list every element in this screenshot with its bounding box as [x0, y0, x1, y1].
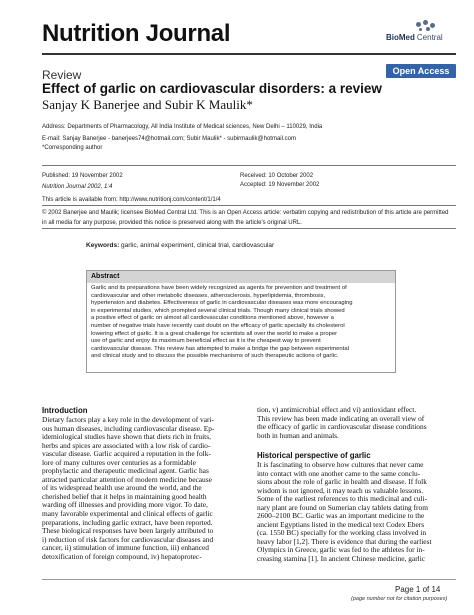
text-line: prophylactic and therapeutic medicinal agent. Garlic has [42, 467, 209, 476]
text-line: Dietary factors play a key role in the development of vari- [42, 416, 214, 424]
article-title: Effect of garlic on cardiovascular disorders: a review [42, 81, 382, 96]
keywords [86, 242, 274, 249]
published-date: Published: 19 November 2002 [42, 173, 123, 179]
abstract-line: a positive effect of garlic on almost all cardiovascular conditions mentioned above, however a [91, 315, 334, 322]
text-line: This review has been made indicating an overall view of [257, 414, 425, 423]
text-line: many favorable experimental and clinical effects of garlic [42, 510, 213, 519]
logo-dot-icon [423, 20, 428, 25]
text-line: detoxification of foreign compound, iv) hepatoprotec- [42, 552, 202, 561]
logo-dot-icon [419, 28, 422, 31]
footer-rule [42, 579, 456, 580]
article-type-label: Review [42, 68, 82, 82]
text-line: ancient Egyptians listed in the medical text Codex Ebers [257, 520, 425, 529]
text-line: the efficacy of garlic in cardiovascular disease conditions [257, 423, 427, 432]
text-line: both in human and animals. [257, 431, 339, 440]
text-line: idemiological studies have shown that diets rich in fruits, [42, 433, 211, 442]
introduction-text [42, 416, 242, 561]
text-line: (ca. 1550 BC) specially for the working class involved in [257, 529, 427, 538]
abstract-line: cardiovascular disease. This review has attempted to make a bridge the gap between experimental [91, 345, 349, 352]
abstract-line: and clinical study and to discuss the possible mechanisms of such therapeutic actions of garlic. [91, 353, 339, 360]
text-line: nary plant are found on Sumerian clay tablets dating from [257, 503, 428, 512]
introduction-heading: Introduction [42, 406, 88, 415]
biomed-central-logo [386, 20, 456, 46]
article-url[interactable]: This article is available from: http://www.nutritionj.com/content/1/1/4 [42, 197, 221, 203]
received-date: Received: 10 October 2002 [240, 173, 314, 179]
text-line: vascular disease. Garlic acquired a reputation in the folk- [42, 450, 211, 459]
text-line: heavy labor [1,2]. There is evidence that during the earliest [257, 537, 432, 546]
logo-text: BioMed Central [386, 33, 443, 42]
text-line: warding off illnesses and providing more vigor. To date, [42, 501, 208, 510]
text-line: herbs and spices are associated with a low risk of cardio- [42, 441, 211, 450]
copyright-line: © 2002 Banerjee and Maulik; licensee BioMed Central Ltd. This is an Open Access article: verbatim copying and redistribution of this article are permitted [42, 210, 449, 216]
text-line: of its widespread health use around the world, and the [42, 484, 202, 493]
logo-dot-icon [416, 22, 421, 27]
keywords-label: Keywords: [86, 242, 120, 249]
abstract-line: lowering effect of garlic. It is a great challenge for scientists all over the world to make a proper [91, 330, 338, 337]
text-line: sions about the role of garlic in health and disease. If folk [257, 478, 427, 487]
text-line: cancer, ii) stimulation of immune function, iii) enhanced [42, 544, 209, 553]
keywords-list: garlic, animal experiment, clinical trial, cardiovascular [119, 242, 275, 249]
historical-heading: Historical perspective of garlic [257, 451, 371, 460]
logo-dot-icon [426, 27, 430, 31]
text-line: tion, v) antimicrobial effect and vi) antioxidant effect. [257, 406, 417, 414]
text-line: These biological responses have been largely attributed to [42, 527, 214, 536]
divider [42, 228, 456, 229]
abstract-box [86, 270, 396, 373]
author-address: Address: Departments of Pharmacology, All India Institute of Medical sciences, New Delhi – 110029, India [42, 124, 323, 130]
text-line: preparations, including garlic extract, have been reported. [42, 518, 213, 527]
text-line: 2600–2100 BC. Garlic was an important medicine to the [257, 512, 425, 521]
abstract-line: hypertension and diabetes. Effectiveness of garlic in cardiovascular diseases was more encouraging [91, 300, 353, 307]
text-line: It is fascinating to observe how cultures that never came [257, 461, 424, 469]
copyright-notice [42, 209, 456, 228]
journal-title: Nutrition Journal [42, 20, 231, 47]
page-note: (page number not for citation purposes) [351, 596, 448, 602]
accepted-date: Accepted: 19 November 2002 [240, 182, 320, 188]
text-line: wisdom is not ignored, it may teach us valuable lessons. [257, 486, 424, 495]
divider [42, 205, 456, 206]
divider [42, 165, 456, 166]
text-line: ous human diseases, including cardiovascular disease. Ep- [42, 424, 215, 433]
text-line: Some of the earliest references to this medicinal and culi- [257, 495, 428, 504]
historical-text [257, 461, 457, 564]
corresponding-author-note: *Corresponding author [42, 145, 103, 151]
abstract-body [91, 285, 393, 361]
introduction-continued [257, 406, 457, 440]
abstract-heading: Abstract [87, 271, 395, 283]
page-number: Page 1 of 14 [395, 585, 441, 594]
article-authors: Sanjay K Banerjee and Subir K Maulik* [42, 97, 253, 112]
citation: Nutrition Journal 2002, 1:4 [42, 184, 113, 190]
abstract-line: cardiovascular and other metabolic diseases, atherosclerosis, hyperlipidemia, thrombosis, [91, 292, 326, 299]
copyright-line: in all media for any purpose, provided this notice is preserved along with the article's original URL. [42, 219, 302, 226]
abstract-line: use of garlic and enjoy its maximum beneficial effect as it is the cheapest way to prevent [91, 338, 321, 345]
text-line: attracted particular attention of modern medicine because [42, 475, 212, 484]
text-line: creasing stamina [1]. In ancient Chinese medicine, garlic [257, 555, 426, 564]
text-line: cherished belief that it helps in maintaining good health [42, 492, 207, 501]
author-emails[interactable]: E-mail: Sanjay Banerjee - banerjees74@hotmail.com; Subir Maulik* - subirmaulik@hotmail.com [42, 136, 296, 142]
abstract-line: Garlic and its preparations have been widely recognized as agents for prevention and treatment of [91, 285, 347, 291]
text-line: into contact with one another came to the same conclu- [257, 469, 421, 478]
open-access-badge[interactable]: Open Access [386, 64, 456, 78]
text-line: Olympics in Greece, garlic was fed to the athletes for in- [257, 546, 425, 555]
abstract-line: number of negative trials have recently cast doubt on the efficacy of garlic specially its cholesterol [91, 322, 345, 329]
text-line: lore of many cultures over centuries as a formidable [42, 458, 196, 467]
text-line: i) reduction of risk factors for cardiovascular diseases and [42, 535, 214, 544]
abstract-line: in experimental studies, which prompted several clinical trials. Though many clinical trials showed [91, 307, 345, 314]
header-rule [42, 53, 456, 55]
logo-dot-icon [430, 23, 435, 28]
